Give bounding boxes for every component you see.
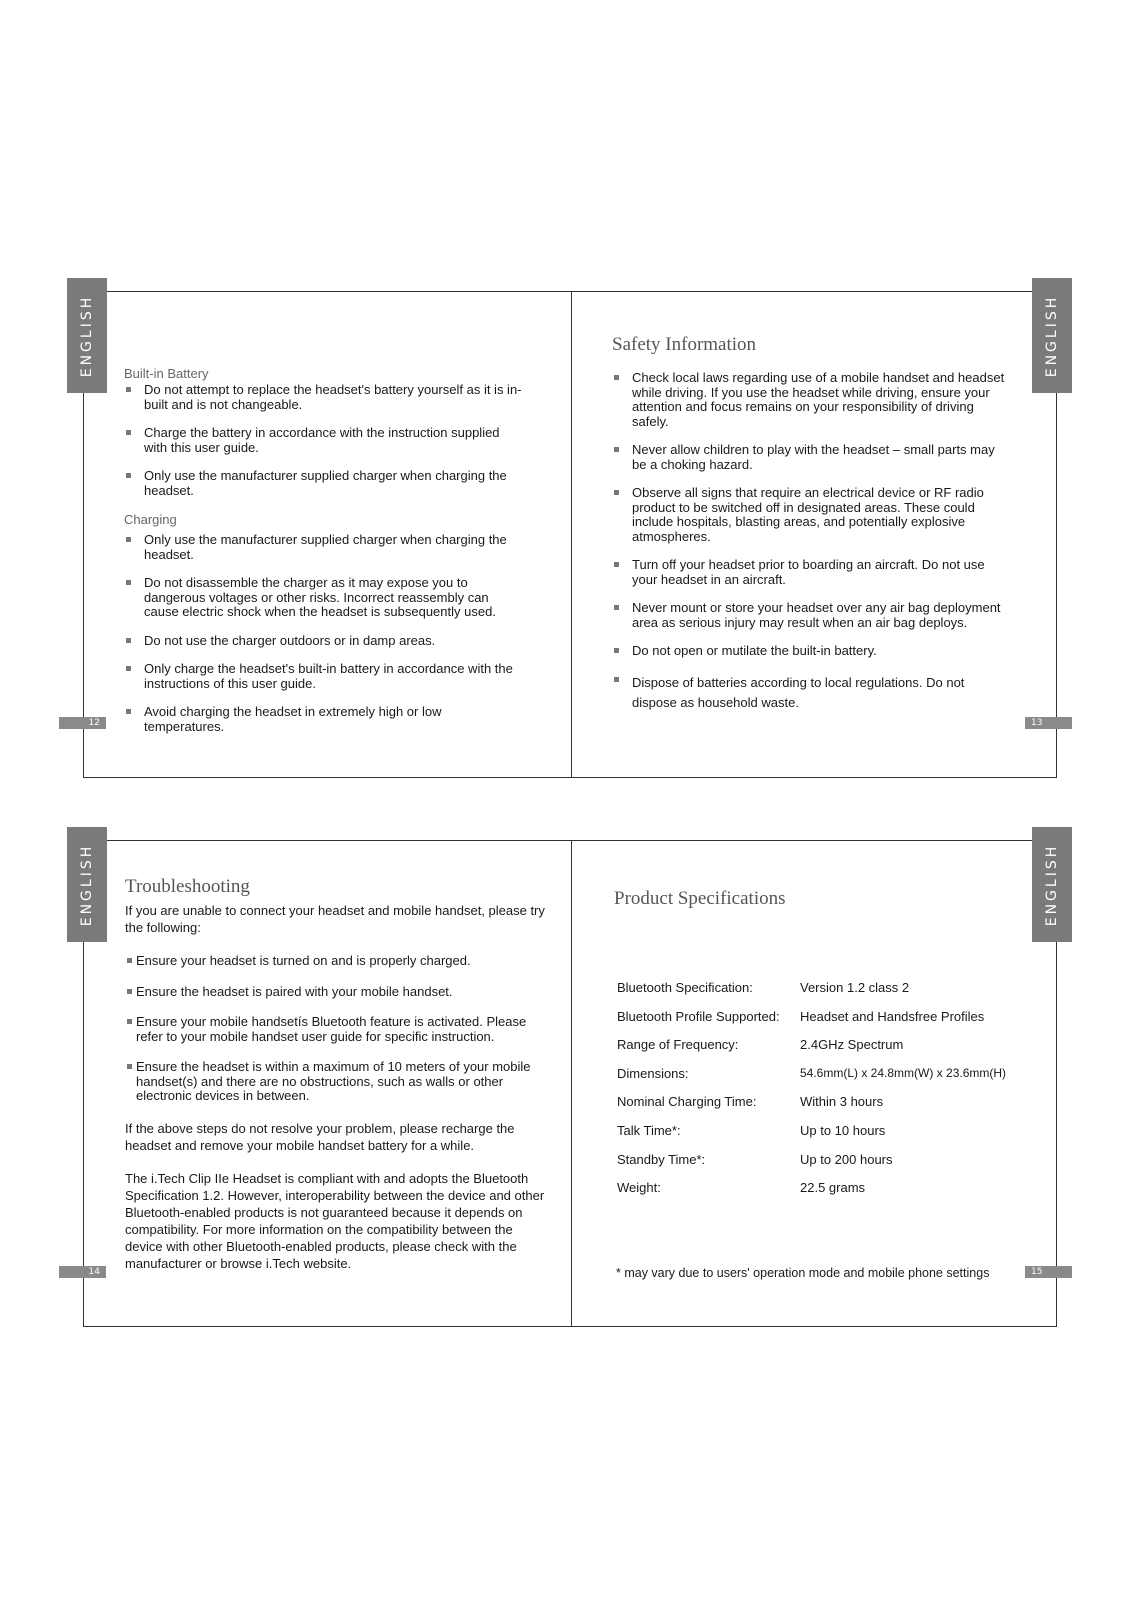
spec-value: 22.5 grams [800,1180,866,1196]
paragraph: The i.Tech Clip IIe Headset is compliant with and adopts the Bluetooth Specification 1.2. However, interoperability between the device and other Bluetooth-enabled products is not guaranteed because it depends on compatibility. For more information on the compatibility between the device with other Bluetooth-enabled products, please check with the manufacturer or browse i.Tech website. [125,1170,545,1271]
list-item: Dispose of batteries according to local regulations. Do not dispose as household waste. [612,673,1007,713]
list-item: Ensure the headset is paired with your mobile handset. [125,985,545,1000]
page-title: Product Specifications [614,888,786,909]
page-number: 13 [1025,717,1072,729]
spec-row [617,1009,1040,1038]
spec-row [617,1094,1040,1123]
language-tab-left [67,827,107,942]
list-item: Only charge the headset's built-in battery in accordance with the instructions of this user guide. [124,662,524,691]
page-14-content [125,902,545,1272]
page-number: 15 [1025,1266,1072,1278]
language-tab-right [1032,827,1072,942]
list-item: Do not use the charger outdoors or in damp areas. [124,634,524,649]
section-heading: Charging [124,512,177,527]
safety-list [612,371,1007,713]
page-divider [571,841,572,1326]
list-item: Avoid charging the headset in extremely high or low temperatures. [124,705,524,734]
battery-list [124,383,524,498]
language-tab-right [1032,278,1072,393]
specs-table [617,980,1040,1209]
spec-value: Within 3 hours [800,1094,884,1110]
spec-row [617,1066,1040,1095]
spec-value: Up to 10 hours [800,1122,886,1138]
section-heading: Built-in Battery [124,366,209,381]
language-tab-label: ENGLISH [1044,843,1060,926]
spec-row [617,1123,1040,1152]
list-item: Never allow children to play with the headset – small parts may be a choking hazard. [612,443,1007,472]
list-item: Never mount or store your headset over any air bag deployment area as serious injury may result when an air bag deploys. [612,601,1007,630]
footnote: * may vary due to users' operation mode and mobile phone settings [616,1266,990,1280]
page-title: Troubleshooting [125,876,250,897]
spec-label: Range of Frequency: [617,1037,739,1053]
list-item: Turn off your headset prior to boarding an aircraft. Do not use your headset in an aircraft. [612,558,1007,587]
troubleshooting-list [125,954,545,1104]
list-item: Only use the manufacturer supplied charger when charging the headset. [124,469,524,498]
spec-label: Dimensions: [617,1065,689,1081]
page-title: Safety Information [612,334,757,355]
list-item: Ensure the headset is within a maximum of 10 meters of your mobile handset(s) and there are no obstructions, such as walls or other electronic devices in between. [125,1060,545,1104]
list-item: Check local laws regarding use of a mobile handset and headset while driving. If you use the headset while driving, ensure your attention and focus remains on your responsibility of driving safely. [612,371,1007,429]
spec-label: Talk Time*: [617,1122,681,1138]
spec-row [617,1180,1040,1209]
page-13-content [612,371,1007,713]
intro-text: If you are unable to connect your headset and mobile handset, please try the following: [125,903,545,935]
spec-label: Bluetooth Profile Supported: [617,1008,780,1024]
spec-value: Headset and Handsfree Profiles [800,1008,985,1024]
page-number: 14 [59,1266,106,1278]
list-item: Ensure your headset is turned on and is properly charged. [125,954,545,969]
paragraph: If the above steps do not resolve your problem, please recharge the headset and remove your mobile handset battery for a while. [125,1120,515,1153]
spec-label: Nominal Charging Time: [617,1094,757,1110]
language-tab-label: ENGLISH [79,843,95,926]
list-item: Do not open or mutilate the built-in battery. [612,644,1007,659]
language-tab-label: ENGLISH [1044,294,1060,377]
spec-value: Version 1.2 class 2 [800,980,910,995]
spec-label: Bluetooth Specification: [617,980,753,995]
spec-label: Standby Time*: [617,1151,706,1167]
language-tab-label: ENGLISH [79,294,95,377]
list-item: Charge the battery in accordance with the instruction supplied with this user guide. [124,426,524,455]
list-item: Observe all signs that require an electrical device or RF radio product to be switched off in designated areas. These could include hospitals, blasting areas, and potentially explosive atmospheres. [612,486,1007,544]
spec-row [617,980,1040,1009]
page-divider [571,292,572,777]
spec-value: 54.6mm(L) x 24.8mm(W) x 23.6mm(H) [800,1065,1007,1080]
spec-value: 2.4GHz Spectrum [800,1037,904,1053]
page-12-content [124,366,524,734]
spec-label: Weight: [617,1180,661,1196]
language-tab-left [67,278,107,393]
page-number: 12 [59,717,106,729]
list-item: Do not attempt to replace the headset's battery yourself as it is in-built and is not changeable. [124,383,524,412]
spec-row [617,1037,1040,1066]
charging-list [124,533,524,734]
list-item: Do not disassemble the charger as it may expose you to dangerous voltages or other risks. Incorrect reassembly can cause electric shock when the headset is subsequently used. [124,576,524,620]
spec-row [617,1152,1040,1181]
list-item: Ensure your mobile handsetís Bluetooth feature is activated. Please refer to your mobile handset user guide for specific instruction. [125,1015,545,1044]
list-item: Only use the manufacturer supplied charger when charging the headset. [124,533,524,562]
spec-value: Up to 200 hours [800,1151,893,1167]
